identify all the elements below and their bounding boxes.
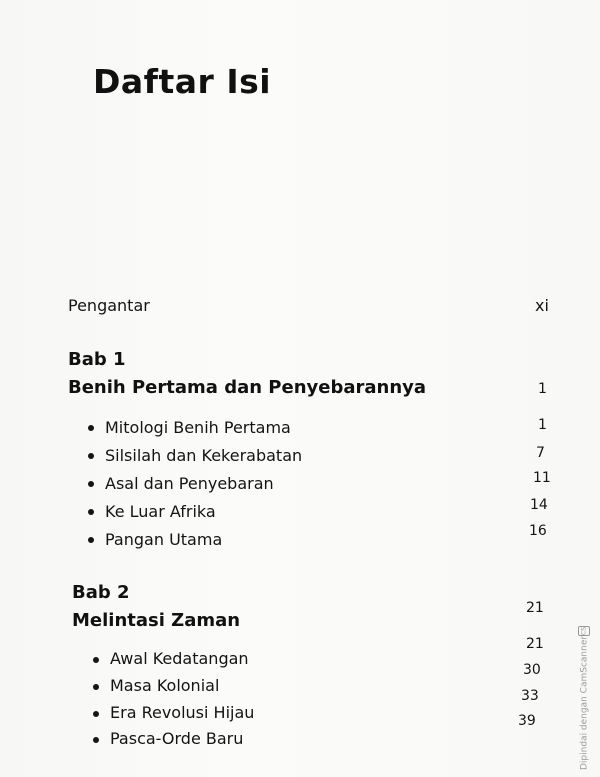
chapter-1-title: Benih Pertama dan Penyebarannya [68, 377, 427, 398]
chapter-1-page: 1 [538, 381, 547, 397]
chapter-1-item-page: 11 [533, 470, 551, 486]
bullet-icon [88, 537, 94, 543]
chapter-2-item-page: 39 [518, 713, 536, 729]
bullet-icon [88, 425, 94, 431]
chapter-1-item: Silsilah dan Kekerabatan [105, 446, 303, 465]
chapter-1-item-page: 14 [530, 497, 548, 513]
chapter-2-page: 21 [526, 600, 544, 616]
camscanner-logo-icon: CS [579, 626, 591, 636]
chapter-1-number: Bab 1 [68, 349, 126, 370]
bullet-icon [93, 737, 99, 743]
bullet-icon [93, 684, 99, 690]
chapter-1-item-page: 1 [538, 417, 547, 433]
bullet-icon [93, 711, 99, 717]
chapter-2-number: Bab 2 [72, 582, 130, 603]
bullet-icon [88, 509, 94, 515]
chapter-2-item-page: 21 [526, 636, 544, 652]
chapter-1-item: Asal dan Penyebaran [105, 474, 274, 493]
chapter-2-item-page: 33 [521, 688, 539, 704]
chapter-2-item: Pasca-Orde Baru [110, 729, 244, 748]
chapter-2-item-page: 30 [523, 662, 541, 678]
chapter-1-item-page: 7 [536, 445, 545, 461]
chapter-2-item: Masa Kolonial [110, 676, 220, 695]
bullet-icon [88, 453, 94, 459]
chapter-2-title: Melintasi Zaman [72, 610, 241, 631]
chapter-1-item-page: 16 [529, 523, 547, 539]
chapter-1-item: Mitologi Benih Pertama [105, 418, 291, 437]
camscanner-watermark-text: Dipindai dengan CamScanner [579, 635, 590, 770]
bullet-icon [88, 481, 94, 487]
page-title: Daftar Isi [93, 62, 272, 101]
intro-label: Pengantar [68, 296, 150, 315]
intro-page: xi [535, 296, 549, 315]
bullet-icon [93, 657, 99, 663]
chapter-1-item: Ke Luar Afrika [105, 502, 216, 521]
chapter-1-item: Pangan Utama [105, 530, 223, 549]
scanner-watermark [577, 626, 592, 770]
chapter-2-item: Era Revolusi Hijau [110, 703, 255, 722]
chapter-2-item: Awal Kedatangan [110, 649, 249, 668]
